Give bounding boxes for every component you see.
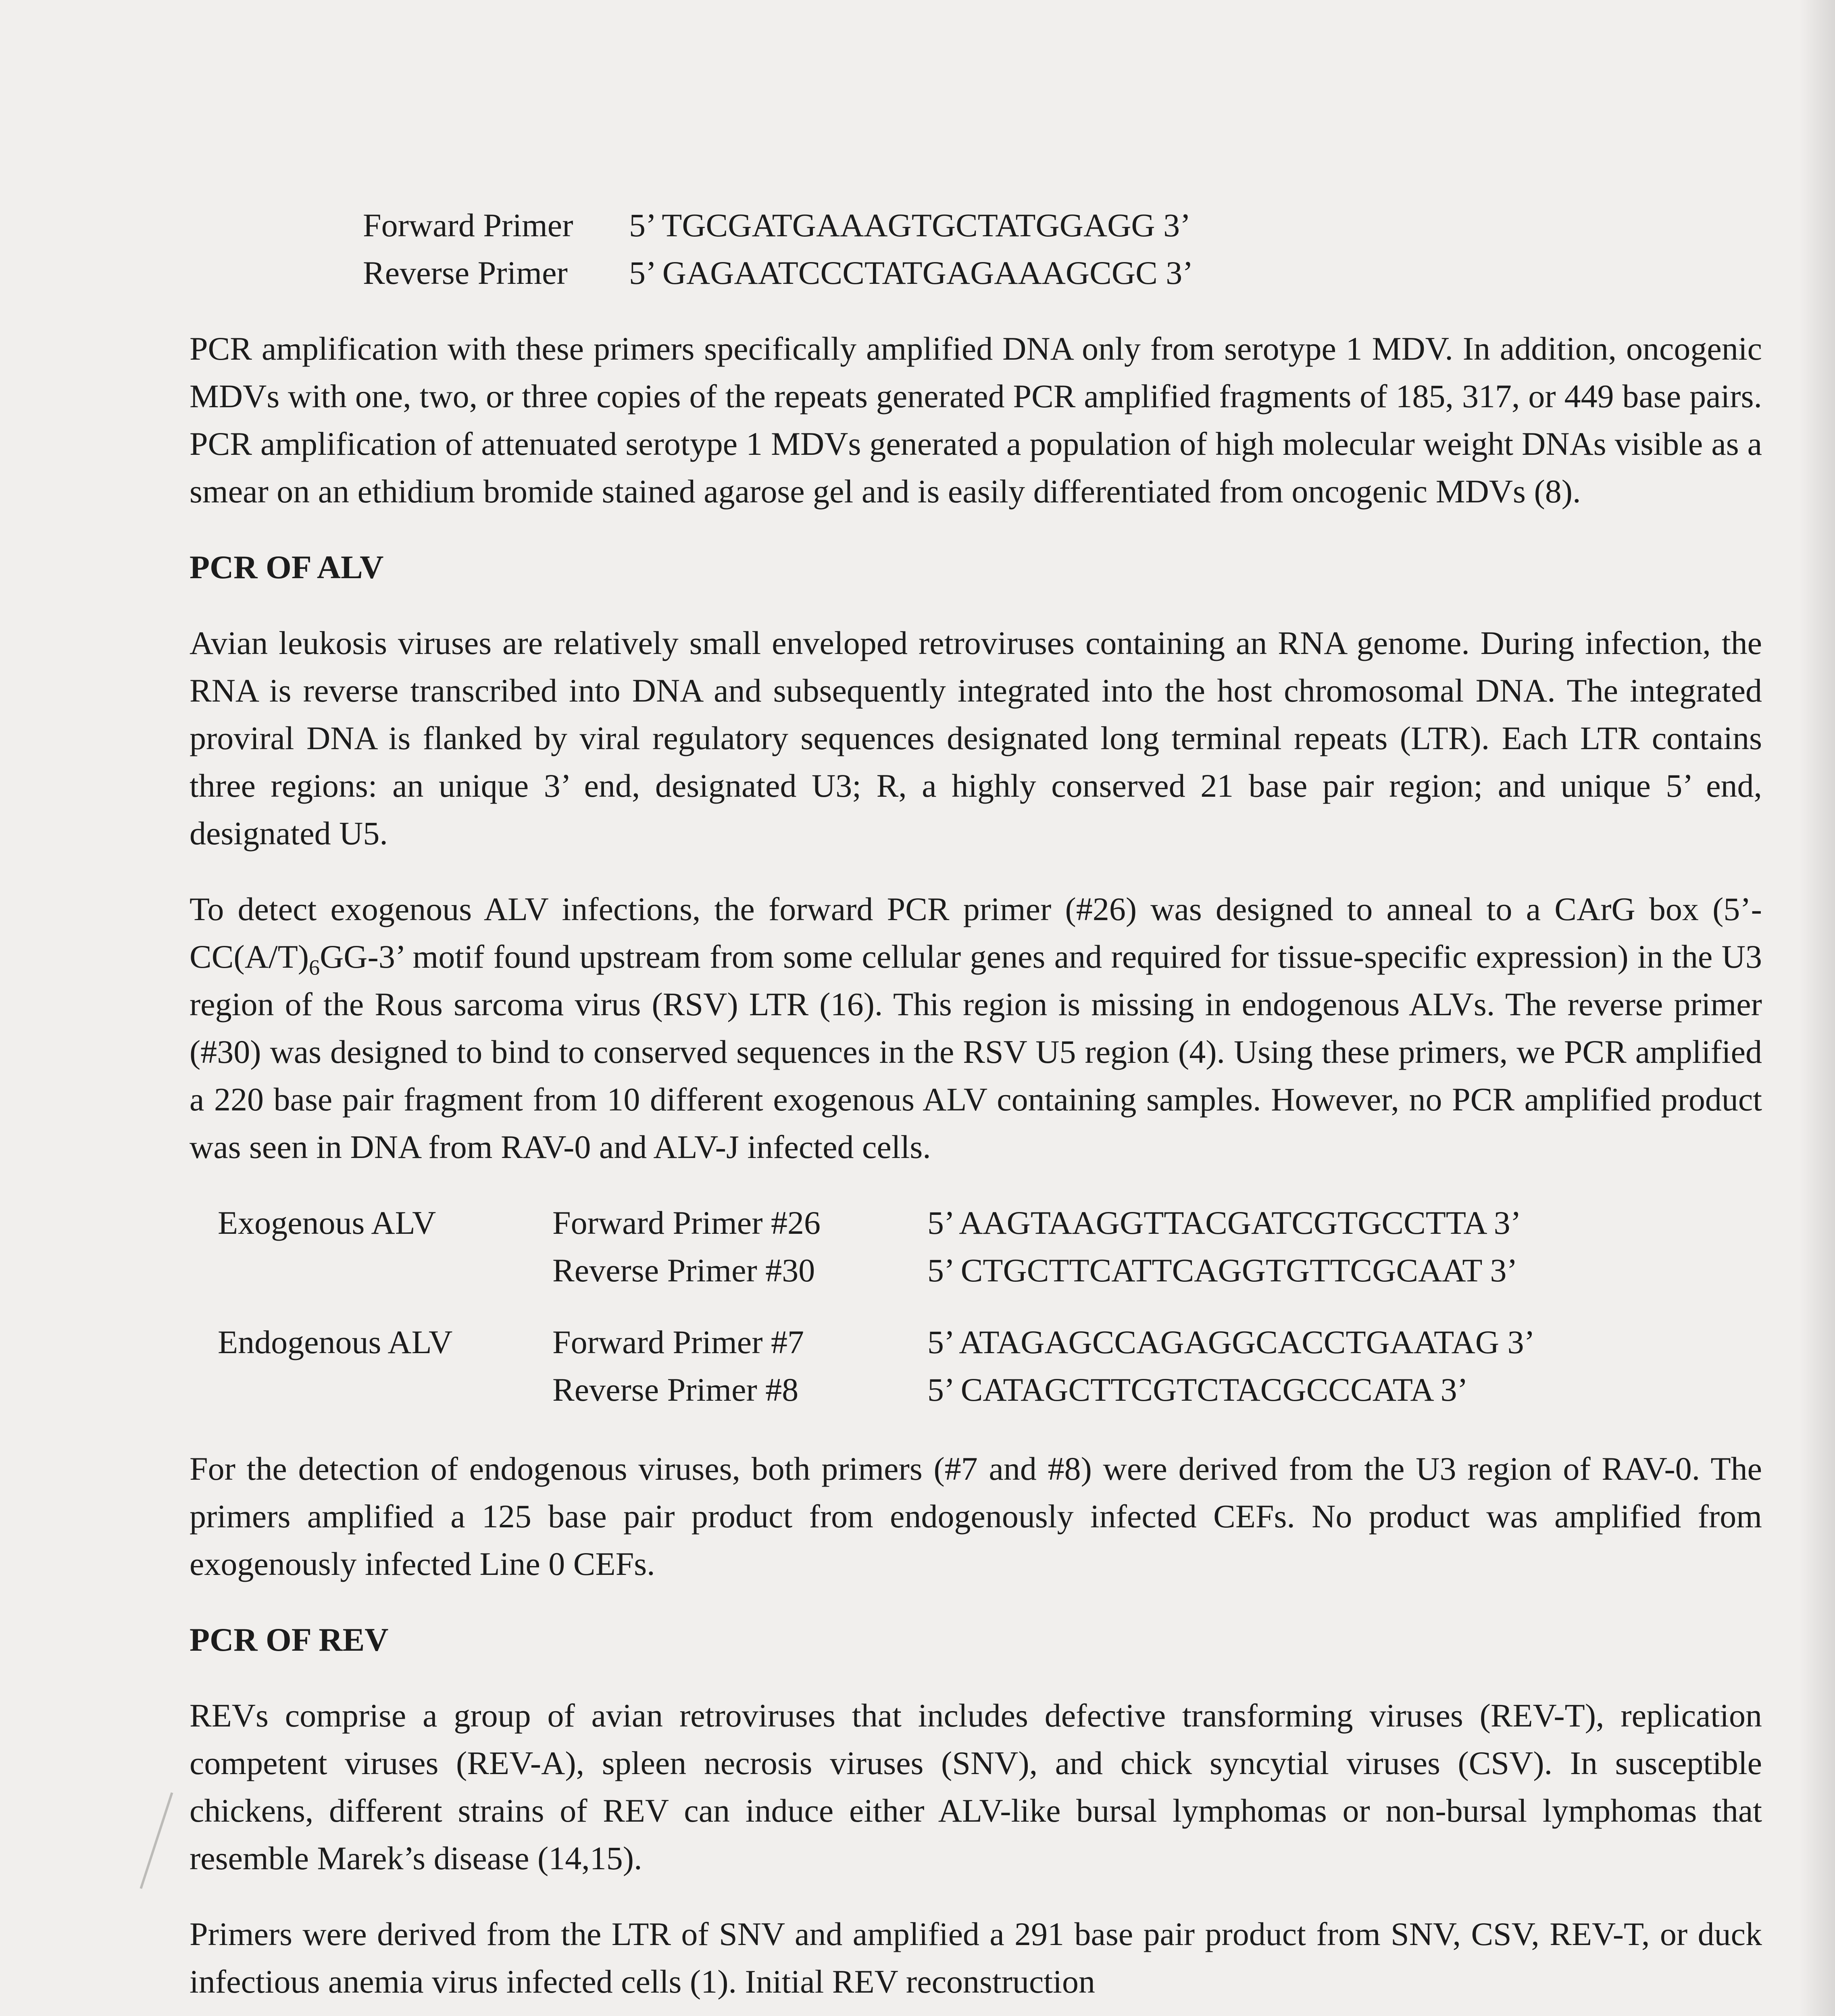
alv-intro-paragraph: Avian leukosis viruses are relatively small enveloped retroviruses containing an RNA genome. During infection, the RNA is reverse transcribed into DNA and subsequently integrated into the host chromosomal DNA. The integrated proviral DNA is flanked by viral regulatory sequences designated long terminal repeats (LTR). Each LTR contains three regions: an unique 3’ end, designated U3; R, a highly conserved 21 base pair region; and unique 5’ end, designated U5. [190, 625, 1762, 852]
primer-label: Forward Primer #26 [552, 1204, 821, 1241]
virus-type: Endogenous ALV [218, 1324, 453, 1360]
rev-intro-paragraph: REVs comprise a group of avian retroviruses that includes defective transforming viruses (REV-T), replication competent viruses (REV-A), spleen necrosis viruses (SNV), and chick syncytial viruses (CSV). In susceptible chickens, different strains of REV can induce either ALV-like bursal lymphomas or non-bursal lymphomas that resemble Marek’s disease (14,15). [190, 1697, 1762, 1876]
table-row [218, 1247, 1762, 1294]
virus-type: Exogenous ALV [218, 1204, 436, 1241]
virus-type-empty [218, 1247, 552, 1294]
margin-pencil-mark [140, 1792, 173, 1889]
table-spacer [218, 1294, 1762, 1318]
table-row [218, 1199, 1762, 1247]
primer-sequence: 5’ CATAGCTTCGTCTACGCCCATA 3’ [927, 1371, 1468, 1408]
primer-sequence: 5’ GAGAATCCCTATGAGAAAGCGC 3’ [629, 254, 1193, 291]
primer-sequence: 5’ CTGCTTCATTCAGGTGTTCGCAAT 3’ [927, 1252, 1518, 1289]
mdv-reverse-primer-row [363, 249, 1762, 297]
primer-label: Forward Primer [363, 207, 573, 244]
table-row [218, 1318, 1762, 1366]
primer-sequence: 5’ ATAGAGCCAGAGGCACCTGAATAG 3’ [927, 1324, 1535, 1360]
alv-primer-table [218, 1199, 1762, 1414]
primer-label: Reverse Primer #8 [552, 1371, 799, 1408]
primer-label: Forward Primer #7 [552, 1324, 804, 1360]
mdv-primer-block [190, 202, 1762, 297]
paragraph-text: To detect exogenous ALV infections, the forward PCR primer (#26) was designed to anneal to a CArG box (5’-CC(A/T) [190, 891, 1762, 975]
table-row [218, 1366, 1762, 1414]
mdv-pcr-paragraph: PCR amplification with these primers specifically amplified DNA only from serotype 1 MDV. In addition, oncogenic MDVs with one, two, or three copies of the repeats generated PCR amplified fragments of 185, 317, or 449 base pairs. PCR amplification of attenuated serotype 1 MDVs generated a population of high molecular weight DNAs visible as a smear on an ethidium bromide stained agarose gel and is easily differentiated from oncogenic MDVs (8). [190, 330, 1762, 510]
primer-sequence: 5’ AAGTAAGGTTACGATCGTGCCTTA 3’ [927, 1204, 1521, 1241]
alv-exogenous-paragraph [190, 885, 1762, 1171]
section-heading-rev: PCR OF REV [190, 1621, 389, 1658]
paragraph-text: GG-3’ motif found upstream from some cellular genes and required for tissue-specific expression) in the U3 region of the Rous sarcoma virus (RSV) LTR (16). This region is missing in endogenous ALVs. The reverse primer (#30) was designed to bind to conserved sequences in the RSV U5 region (4). Using these primers, we PCR amplified a 220 base pair fragment from 10 different exogenous ALV containing samples. However, no PCR amplified product was seen in DNA from RAV-0 and ALV-J infected cells. [190, 938, 1762, 1165]
virus-type-empty [218, 1366, 552, 1414]
subscript: 6 [309, 955, 320, 980]
section-heading-alv: PCR OF ALV [190, 549, 384, 585]
page-edge-shadow [1799, 0, 1835, 2016]
primer-label: Reverse Primer #30 [552, 1252, 815, 1289]
primer-sequence: 5’ TGCGATGAAAGTGCTATGGAGG 3’ [629, 207, 1191, 244]
page-content [190, 202, 1762, 2016]
primer-label: Reverse Primer [363, 254, 568, 291]
alv-endogenous-paragraph: For the detection of endogenous viruses, both primers (#7 and #8) were derived from the U3 region of RAV-0. The primers amplified a 125 base pair product from endogenously infected CEFs. No product was amplified from exogenously infected Line 0 CEFs. [190, 1450, 1762, 1582]
mdv-forward-primer-row [363, 202, 1762, 249]
rev-primers-paragraph: Primers were derived from the LTR of SNV and amplified a 291 base pair product from SNV, CSV, REV-T, or duck infectious anemia virus infected cells (1). Initial REV reconstruction [190, 1916, 1762, 2000]
